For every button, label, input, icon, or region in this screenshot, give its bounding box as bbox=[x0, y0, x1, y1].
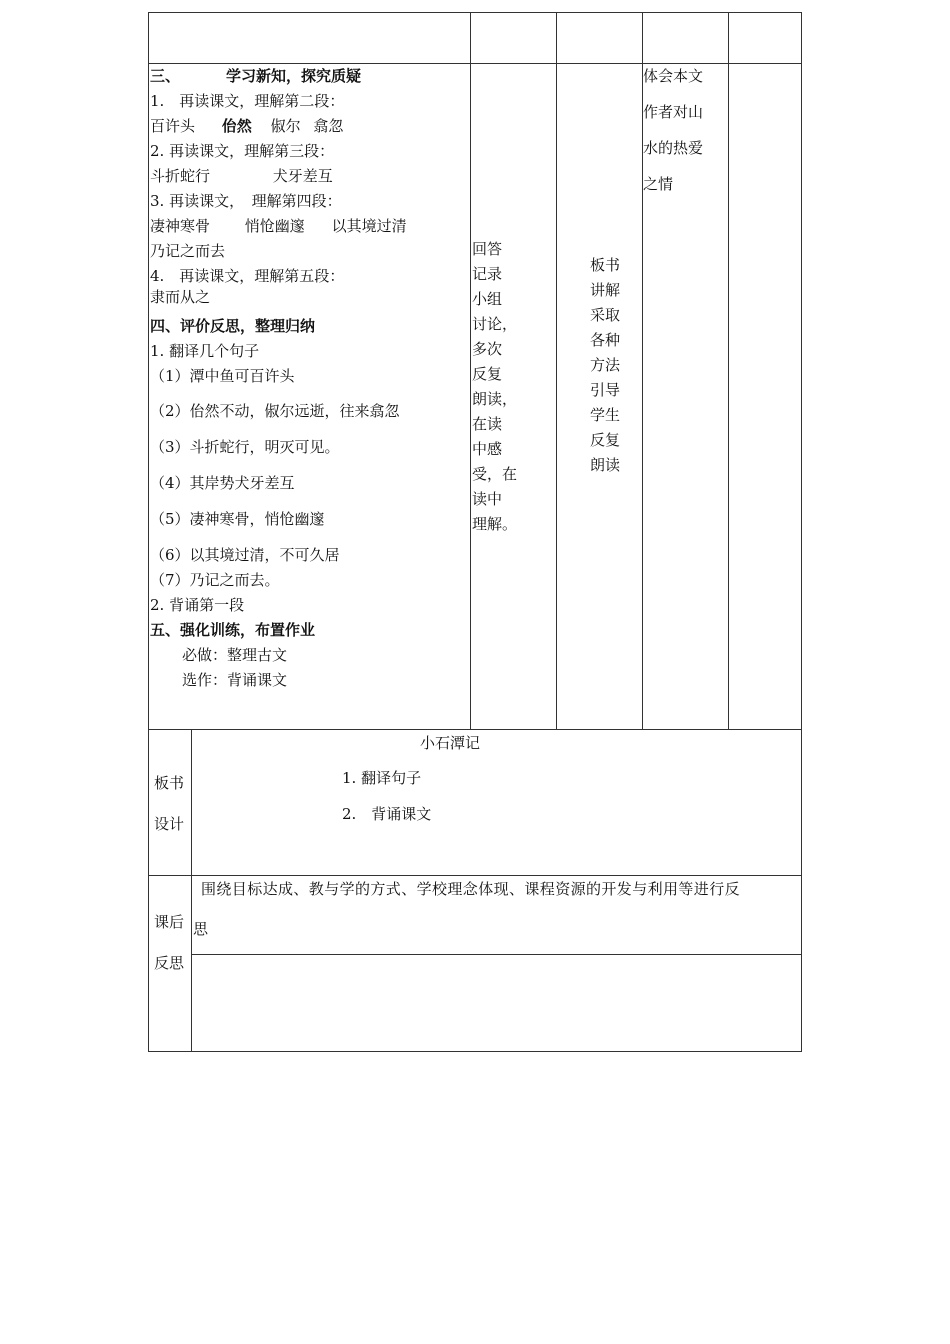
table-border-top bbox=[148, 12, 802, 13]
student-line: 读中 bbox=[472, 490, 503, 508]
table-row-divider-1 bbox=[148, 63, 802, 64]
student-line: 回答 bbox=[472, 240, 503, 258]
student-line: 朗读， bbox=[472, 390, 518, 408]
board-label bbox=[154, 763, 184, 845]
goal-line: 之情 bbox=[643, 175, 674, 193]
teacher-line: 讲解 bbox=[590, 281, 621, 299]
word-1: 斗折蛇行 bbox=[150, 167, 211, 185]
table-row-divider-2 bbox=[148, 729, 802, 730]
section3-line1-words bbox=[150, 116, 343, 136]
word-4: 翕忽 bbox=[313, 117, 344, 135]
sentence-3: （3）斗折蛇行，明灭可见。 bbox=[150, 438, 340, 456]
student-line: 记录 bbox=[472, 265, 503, 283]
table-border-right bbox=[801, 12, 802, 1052]
teacher-line: 各种 bbox=[590, 331, 621, 349]
section3-line2: 2. 再读课文，理解第三段： bbox=[150, 142, 335, 160]
sentence-2: （2）佁然不动，俶尔远逝，往来翕忽 bbox=[150, 402, 400, 420]
board-label-line: 板书 bbox=[154, 774, 185, 792]
section3-line3-words bbox=[150, 216, 407, 236]
sentence-4: （4）其岸势犬牙差互 bbox=[150, 474, 295, 492]
section4-heading: 四、评价反思，整理归纳 bbox=[150, 317, 316, 335]
teacher-line: 朗读 bbox=[590, 456, 621, 474]
board-label-line: 设计 bbox=[154, 815, 185, 833]
student-line: 多次 bbox=[472, 340, 503, 358]
col-divider-1 bbox=[470, 12, 471, 730]
section3-heading-num: 三、 bbox=[150, 67, 181, 85]
teacher-line: 方法 bbox=[590, 356, 621, 374]
goal-line: 体会本文 bbox=[643, 67, 704, 85]
goal-line: 作者对山 bbox=[643, 103, 704, 121]
board-item1: 1. 翻译句子 bbox=[342, 769, 422, 787]
section3-line3-cont: 乃记之而去 bbox=[150, 242, 226, 260]
student-line: 受，在 bbox=[472, 465, 518, 483]
teacher-line: 采取 bbox=[590, 306, 621, 324]
section3-line3: 3. 再读课文， 理解第四段： bbox=[150, 192, 342, 210]
teacher-line: 反复 bbox=[590, 431, 621, 449]
word-1: 百许头 bbox=[150, 117, 196, 135]
sentence-5: （5）凄神寒骨，悄怆幽邃 bbox=[150, 510, 325, 528]
section4-item1: 1. 翻译几个句子 bbox=[150, 342, 260, 360]
word-3: 俶尔 bbox=[270, 117, 301, 135]
col-divider-4 bbox=[728, 12, 729, 730]
teacher-line: 板书 bbox=[590, 256, 621, 274]
board-title: 小石潭记 bbox=[420, 734, 481, 752]
student-activity-text bbox=[472, 237, 517, 537]
student-line: 中感 bbox=[472, 440, 503, 458]
student-line: 讨论， bbox=[472, 315, 518, 333]
section5-heading: 五、强化训练，布置作业 bbox=[150, 621, 316, 639]
teacher-activity-text bbox=[590, 253, 620, 478]
table-border-bottom bbox=[148, 1051, 802, 1052]
goal-text bbox=[643, 58, 703, 202]
student-line: 理解。 bbox=[472, 515, 518, 533]
word-1: 凄神寒骨 bbox=[150, 217, 211, 235]
label-col-divider bbox=[191, 729, 192, 1052]
section3-line4: 4. 再读课文，理解第五段： bbox=[150, 267, 345, 285]
word-3: 以其境过清 bbox=[331, 217, 407, 235]
reflection-label-line: 反思 bbox=[154, 954, 185, 972]
reflection-text-line1: 围绕目标达成、教与学的方式、学校理念体现、课程资源的开发与利用等进行反 bbox=[201, 880, 741, 898]
sentence-7: （7）乃记之而去。 bbox=[150, 571, 280, 589]
section3-heading bbox=[150, 66, 361, 86]
section4-item2: 2. 背诵第一段 bbox=[150, 596, 245, 614]
teacher-line: 学生 bbox=[590, 406, 621, 424]
table-row-divider-3 bbox=[148, 875, 802, 876]
col-divider-2 bbox=[556, 12, 557, 730]
section3-line2-words bbox=[150, 166, 333, 186]
sentence-6: （6）以其境过清，不可久居 bbox=[150, 546, 340, 564]
student-line: 反复 bbox=[472, 365, 503, 383]
section3-line4-words: 隶而从之 bbox=[150, 288, 211, 306]
table-border-left bbox=[148, 12, 149, 1052]
goal-line: 水的热爱 bbox=[643, 139, 704, 157]
section5-optional: 选作：背诵课文 bbox=[182, 671, 288, 689]
student-line: 小组 bbox=[472, 290, 503, 308]
board-item2: 2. 背诵课文 bbox=[342, 805, 432, 823]
word-2: 佁然 bbox=[221, 117, 252, 135]
teacher-line: 引导 bbox=[590, 381, 621, 399]
table-row-divider-4 bbox=[192, 954, 802, 955]
word-2: 犬牙差互 bbox=[272, 167, 333, 185]
section3-line1: 1. 再读课文，理解第二段： bbox=[150, 92, 345, 110]
sentence-1: （1）潭中鱼可百许头 bbox=[150, 367, 295, 385]
reflection-label-line: 课后 bbox=[154, 913, 185, 931]
section5-required: 必做：整理古文 bbox=[182, 646, 288, 664]
student-line: 在读 bbox=[472, 415, 503, 433]
reflection-label bbox=[154, 902, 184, 984]
word-2: 悄怆幽邃 bbox=[244, 217, 305, 235]
reflection-text-line2: 思 bbox=[193, 920, 209, 938]
section3-heading-text: 学习新知，探究质疑 bbox=[226, 67, 362, 85]
